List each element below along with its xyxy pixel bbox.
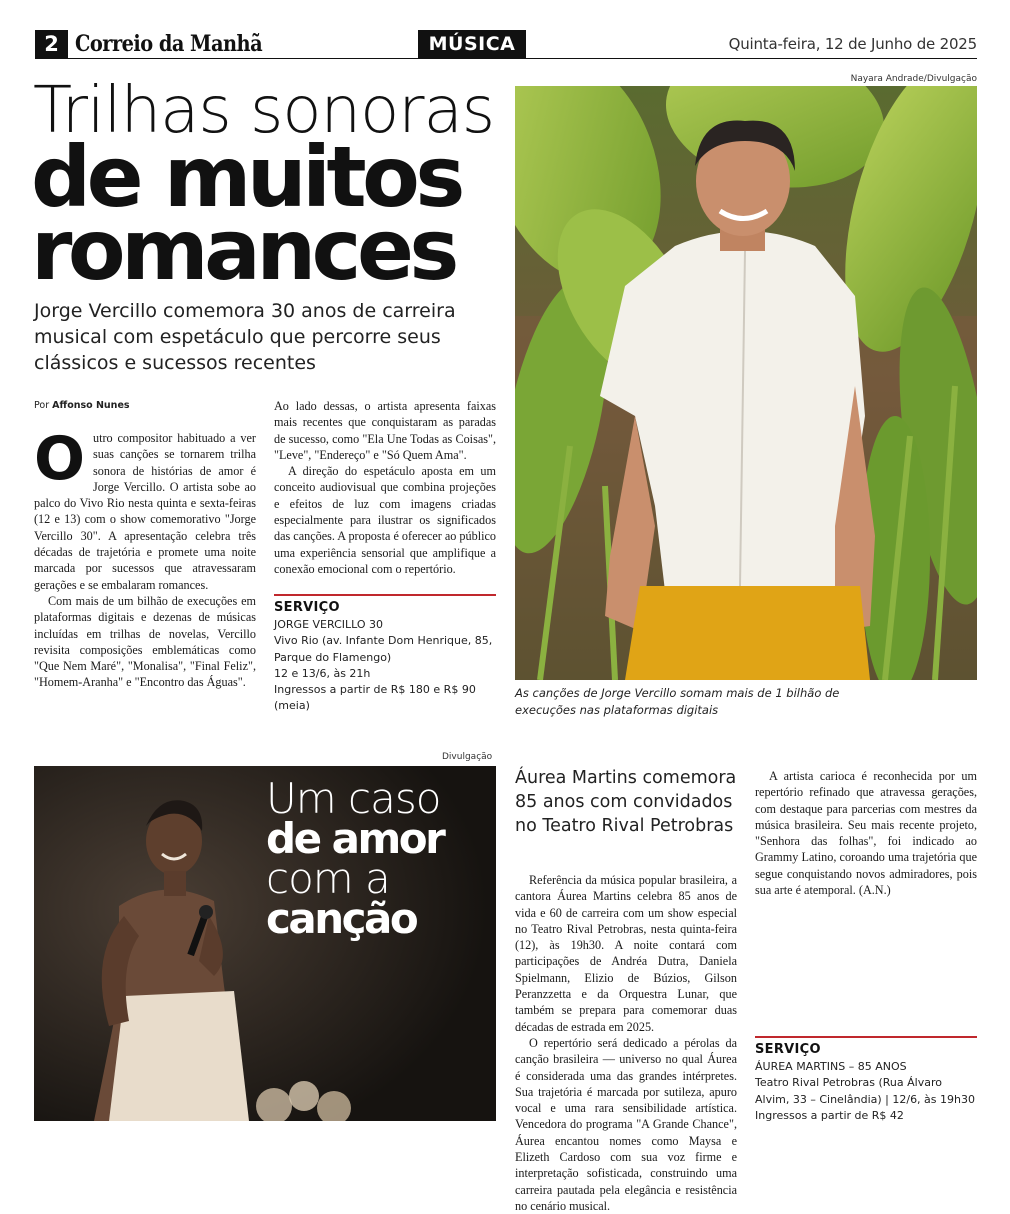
servico-box-1 xyxy=(274,594,496,715)
servico-event-2: ÁUREA MARTINS – 85 ANOS xyxy=(755,1060,907,1073)
image-title-line-2: de amor xyxy=(266,814,444,863)
article2-column-1 xyxy=(515,872,737,1214)
header-rule xyxy=(35,58,977,59)
photo-caption: As canções de Jorge Vercillo somam mais de 1 bilhão de execuções nas plataformas digitais xyxy=(515,686,840,717)
photo-credit-2: Divulgação xyxy=(442,752,493,762)
newspaper-name: Correio da Manhã xyxy=(75,31,263,57)
servico-dates: 12 e 13/6, às 21h xyxy=(274,666,371,680)
headline-line-2: de muitos xyxy=(31,128,461,226)
drop-cap: O xyxy=(34,424,86,494)
servico-tickets-2: Ingressos a partir de R$ 42 xyxy=(755,1108,904,1122)
servico-title-2: SERVIÇO xyxy=(755,1042,821,1057)
article2-headline: Áurea Martins comemora 85 anos com convidados no Teatro Rival Petrobras xyxy=(515,768,737,836)
article-deck: Jorge Vercillo comemora 30 anos de carreira musical com espetáculo que percorre seus clássicos e sucessos recentes xyxy=(34,300,456,374)
image-title-line-3: com a xyxy=(266,854,390,903)
headline-line-3: romances xyxy=(31,201,455,299)
section-label: MÚSICA xyxy=(418,30,526,58)
servico-rule xyxy=(274,594,496,596)
servico-rule-2 xyxy=(755,1036,977,1038)
servico-event: JORGE VERCILLO 30 xyxy=(274,618,384,631)
byline xyxy=(34,400,130,411)
aurea-martins-photo xyxy=(34,766,496,1121)
issue-date: Quinta-feira, 12 de Junho de 2025 xyxy=(728,35,977,53)
jorge-vercillo-photo xyxy=(515,86,977,680)
servico-box-2 xyxy=(755,1036,977,1124)
servico-venue: Vivo Rio (av. Infante Dom Henrique, 85, Parque do Flamengo) xyxy=(274,634,493,664)
article1-paragraph-2: Com mais de um bilhão de execuções em plataformas digitais e dezenas de músicas incluídas em trilhas de novelas, Vercillo revisita composições emblemáticas como "Que Nem Maré", "Monalisa", "Final Feliz", "Homem-Aranha" e "Encontro das Águas". xyxy=(34,593,256,690)
page-number: 2 xyxy=(35,30,68,58)
headline-line-1: Trilhas sonoras xyxy=(33,74,495,148)
servico-title: SERVIÇO xyxy=(274,600,340,615)
servico-venue-2: Teatro Rival Petrobras (Rua Álvaro Alvim, 33 – Cinelândia) | 12/6, às 19h30 xyxy=(755,1076,975,1106)
article1-column-2 xyxy=(274,398,496,577)
byline-author: Affonso Nunes xyxy=(52,400,130,411)
article1-paragraph-1: Outro compositor habituado a ver suas canções se tornarem trilha sonora de histórias de amor é Jorge Vercillo. O artista sobe ao palco do Vivo Rio nesta quinta e sexta-feiras (12 e 13) com o show comemorativo "Jorge Vercillo 30". A apresentação celebra três décadas de trajetória e promete uma noite marcada por sucessos que atravessaram gerações e se embalaram romances. xyxy=(34,424,256,592)
article1-paragraph-4: A direção do espetáculo aposta em um conceito audiovisual que combina projeções e efeitos de luz com imagens criadas especialmente para ilustrar os significados das canções. A proposta é oferecer ao público uma experiência sensorial que amplifique a conexão emocional com o repertório. xyxy=(274,464,496,576)
article2-paragraph-3: A artista carioca é reconhecida por um repertório refinado que atravessa gerações, com destaque para parcerias com mestres da música brasileira. Seu mais recente projeto, "Senhora das folhas", foi indicado ao Grammy Latino, coroando uma trajetória que segue conquistando novos admiradores, pois sua arte é atemporal. (A.N.) xyxy=(755,769,977,898)
image-title-line-1: Um caso xyxy=(266,774,441,823)
servico-tickets: Ingressos a partir de R$ 180 e R$ 90 (meia) xyxy=(274,683,476,713)
article2-column-2 xyxy=(755,768,977,898)
article1-paragraph-3: Ao lado dessas, o artista apresenta faixas mais recentes que conquistaram as paradas de sucesso, como "Ela Une Todas as Coisas", "Leve", "Endereço" e "Só Quem Ama". xyxy=(274,399,496,462)
article1-column-1 xyxy=(34,424,256,691)
article2-paragraph-1: Referência da música popular brasileira, a cantora Áurea Martins celebra 85 anos de vida e 60 de carreira com um show especial no Teatro Rival Petrobras, nesta quinta-feira (12), às 19h30. A noite contará com participações de Andréa Dutra, Daniela Spielmann, Elizio de Búzios, Gilson Peranzzetta e da Orquestra Lunar, que também se prepara para comemorar duas décadas de estrada em 2025. xyxy=(515,873,737,1034)
byline-prefix: Por xyxy=(34,400,50,411)
article2-paragraph-2: O repertório será dedicado a pérolas da canção brasileira — universo no qual Áurea é considerada uma das grandes intérpretes. Sua trajetória é marcada por sutileza, apuro vocal e uma rara sensibilidade artística. Vencedora do programa "A Grande Chance", Áurea encantou nomes como Maysa e Elizeth Cardoso com sua voz firme e interpretação sofisticada, construindo uma carreira pautada pela elegância e resistência no cenário musical. xyxy=(515,1035,737,1213)
photo-credit: Nayara Andrade/Divulgação xyxy=(850,74,977,84)
image-title-line-4: canção xyxy=(266,894,417,943)
